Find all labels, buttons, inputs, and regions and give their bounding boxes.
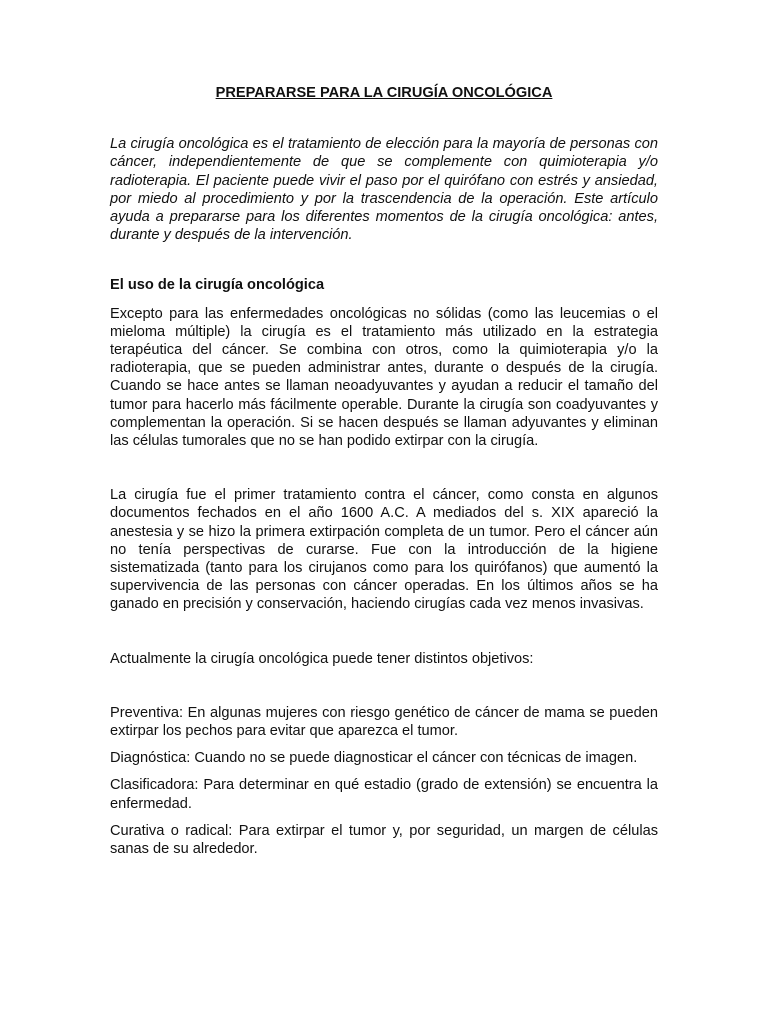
intro-paragraph: La cirugía oncológica es el tratamiento de elección para la mayoría de personas con cáncer, independientemente de que se complemente con quimioterapia y/o radioterapia. El paciente puede vivir el paso por el quirófano con estrés y ansiedad, por miedo al procedimiento y por la trascendencia de la operación. Este artículo ayuda a prepararse para los diferentes momentos de la cirugía oncológica: antes, durante y después de la intervención. [110,136,658,244]
objective-clasificadora: Clasificadora: Para determinar en qué estadio (grado de extensión) se encuentra la enfermedad. [110,777,658,812]
objective-curativa: Curativa o radical: Para extirpar el tumor y, por seguridad, un margen de células sanas de su alrededor. [110,822,658,858]
objectives-intro: Actualmente la cirugía oncológica puede tener distintos objetivos: [110,650,534,667]
body-paragraph-1: Excepto para las enfermedades oncológicas no sólidas (como las leucemias o el mieloma múltiple) la cirugía es el tratamiento más utilizado en la estrategia terapéutica del cáncer. Se combina con otros, como la quimioterapia y/o la radioterapia, que se pueden administrar antes, durante o después de la cirugía. Cuando se hace antes se llaman neoadyuvantes y ayudan a reducir el tamaño del tumor para hacerlo más fácilmente operable. Durante la cirugía son coadyuvantes y complementan la operación. Si se hacen después se llaman adyuvantes y eliminan las células tumorales que no se han podido extirpar con la cirugía. [110,305,658,450]
objective-preventiva: Preventiva: En algunas mujeres con riesgo genético de cáncer de mama se pueden extirpar los pechos para evitar que aparezca el tumor. [110,704,658,740]
document-title: PREPARARSE PARA LA CIRUGÍA ONCOLÓGICA [215,85,553,101]
section-heading: El uso de la cirugía oncológica [110,277,325,294]
document-page [110,84,658,858]
objective-diagnostica: Diagnóstica: Cuando no se puede diagnosticar el cáncer con técnicas de imagen. [110,750,638,767]
body-paragraph-2: La cirugía fue el primer tratamiento contra el cáncer, como consta en algunos documentos fechados en el año 1600 A.C. A mediados del s. XIX apareció la anestesia y se hizo la primera extirpación completa de un tumor. Pero el cáncer aún no tenía perspectivas de curarse. Fue con la introducción de la higiene sistematizada (tanto para los cirujanos como para los quirófanos) que aumentó la supervivencia de las personas con cáncer operadas. En los últimos años se ha ganado en precisión y conservación, haciendo cirugías cada vez menos invasivas. [110,487,658,613]
